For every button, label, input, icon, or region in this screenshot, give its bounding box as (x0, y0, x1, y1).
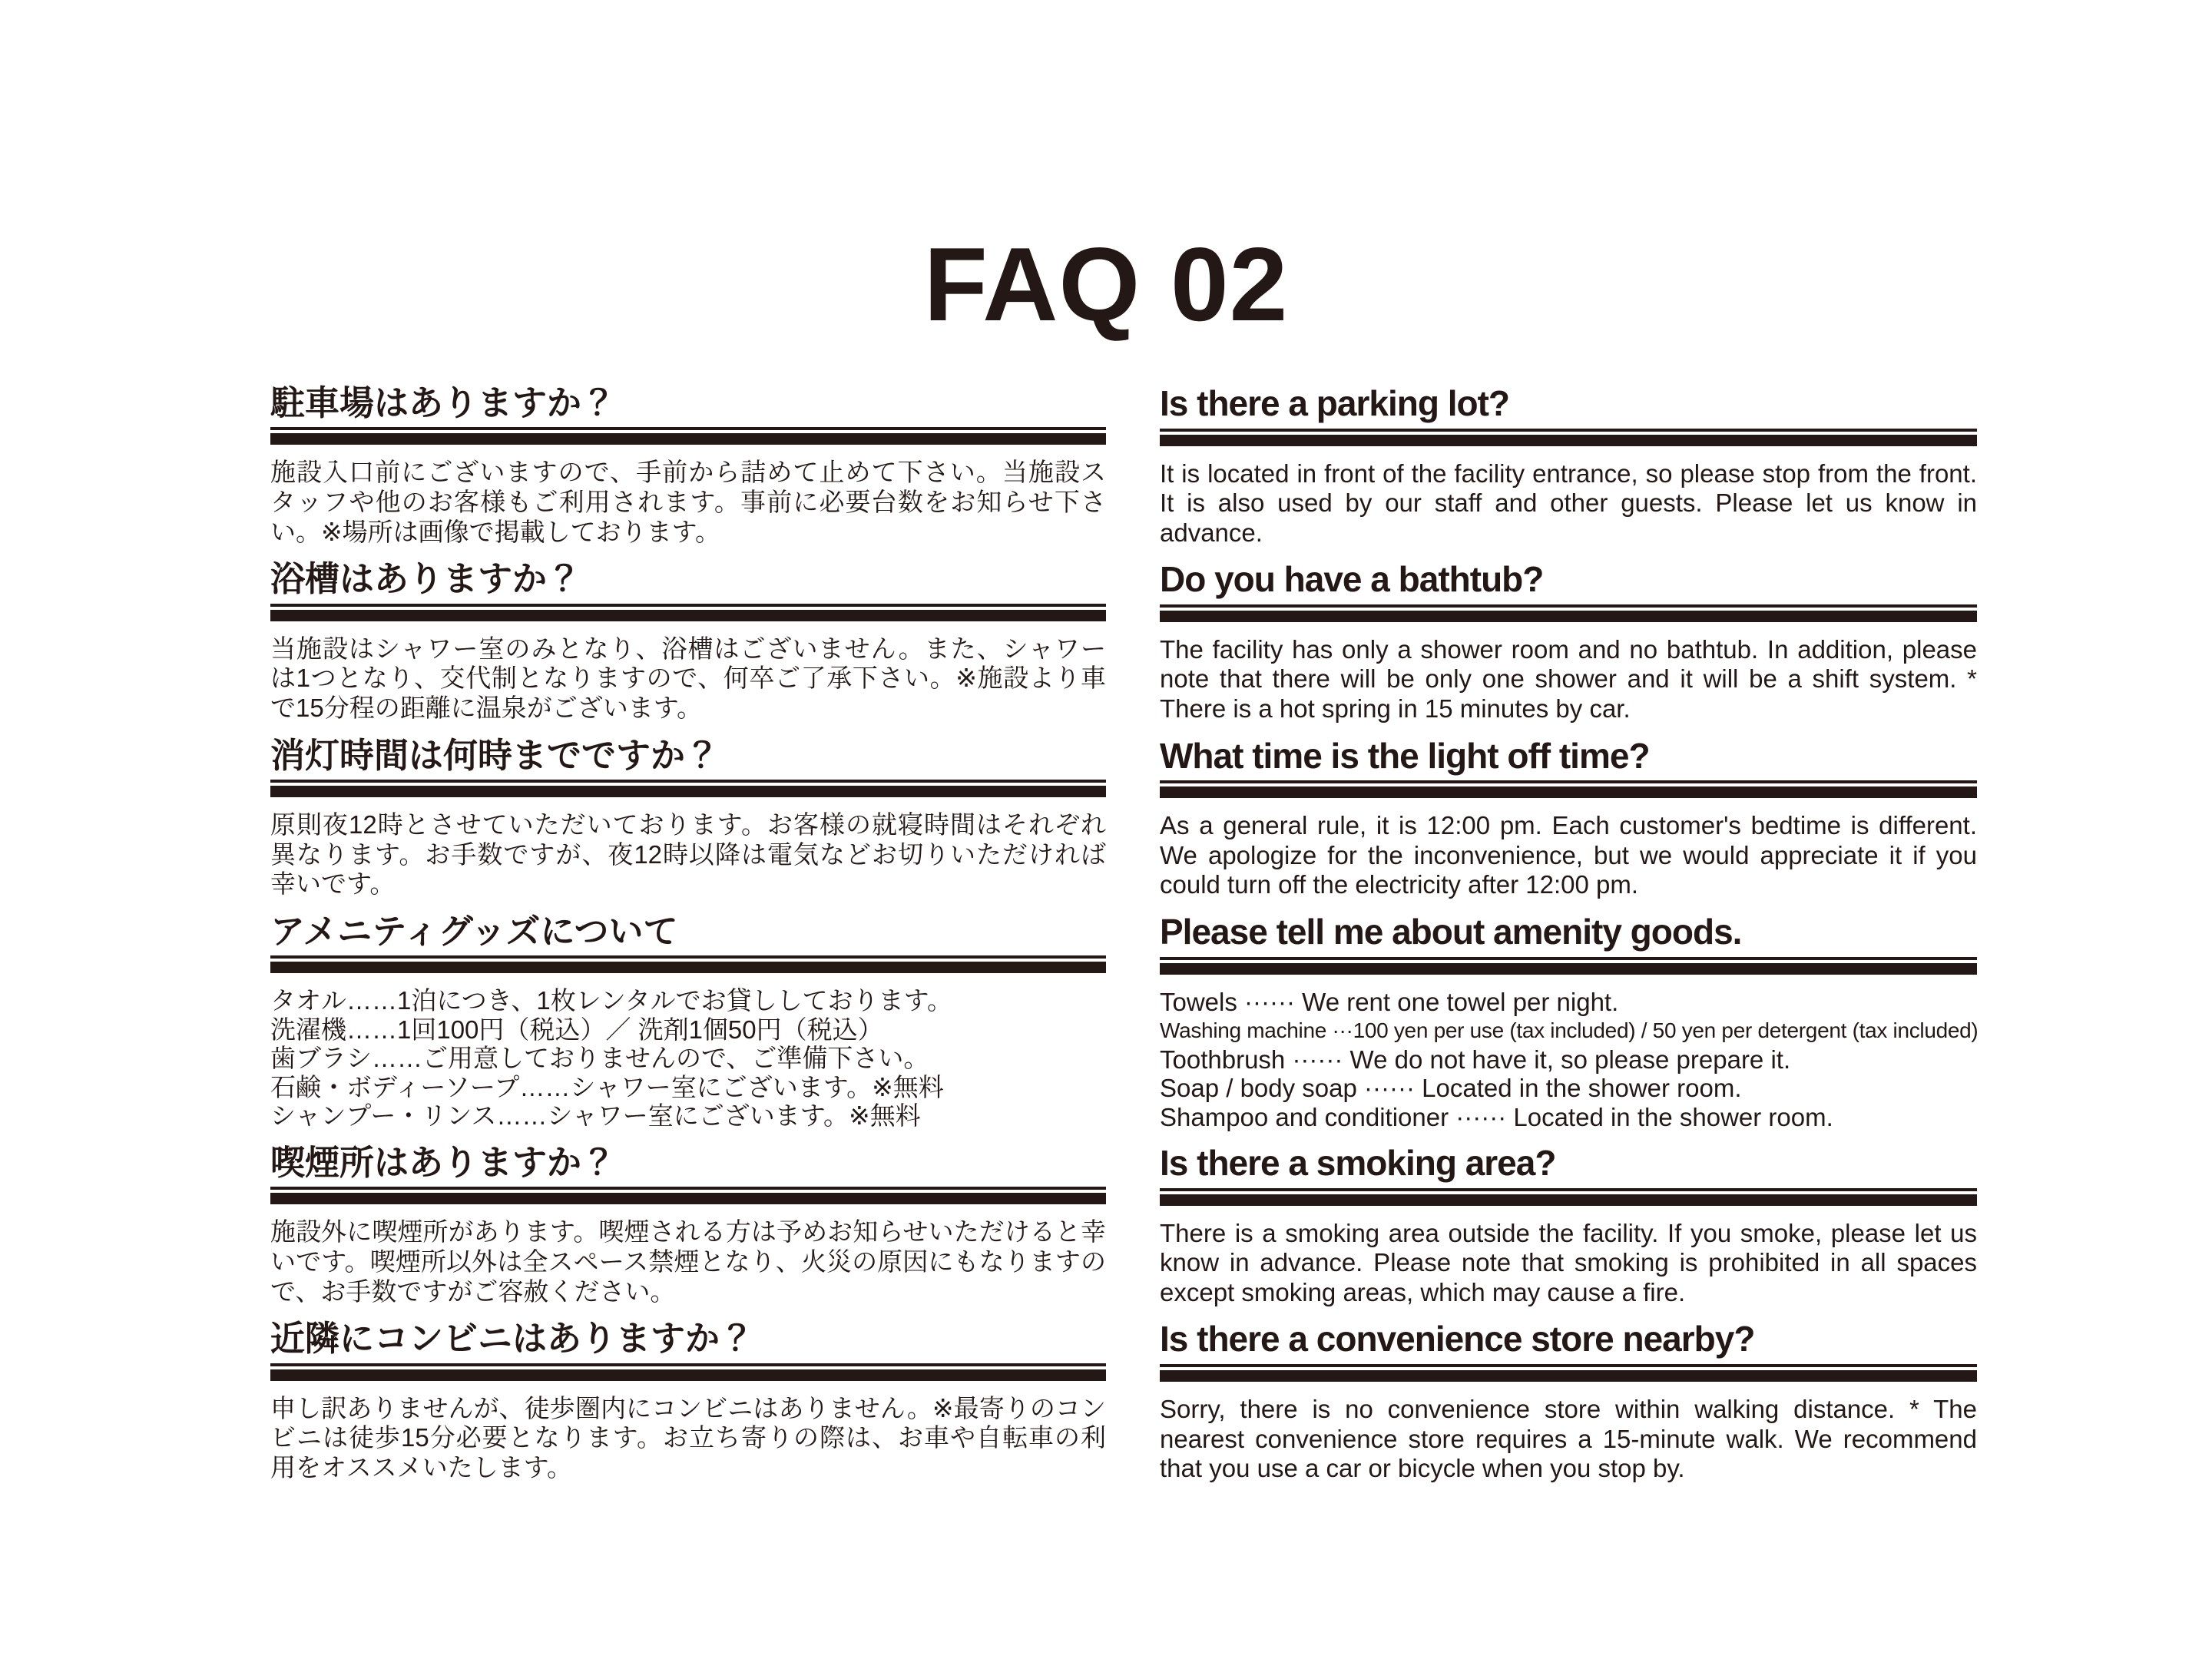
section-heading-jp: 喫煙所はありますか？ (270, 1143, 617, 1183)
faq-section-bathtub-en (1160, 560, 1977, 724)
rule-thin-line (270, 780, 1106, 783)
faq-section-smoking-jp (270, 1144, 1106, 1307)
rule-thick-bar (270, 433, 1106, 445)
rule-thick-bar (1160, 1370, 1977, 1382)
section-heading-en: Do you have a bathtub? (1160, 559, 1544, 600)
faq-section-amenity-en (1160, 912, 1977, 1131)
rule-thin-line (270, 1187, 1106, 1190)
rule-thin-line (1160, 957, 1977, 960)
rule-thin-line (270, 955, 1106, 959)
amenity-item-washing-machine-jp: 洗濯機……1回100円（税込）／ 洗剤1個50円（税込） (270, 1015, 883, 1044)
rule-thick-bar (270, 786, 1106, 797)
rule-thick-bar (1160, 786, 1977, 798)
rule-thin-line (270, 1363, 1106, 1366)
rule-thick-bar (1160, 1194, 1977, 1206)
rule-thick-bar (270, 1193, 1106, 1204)
rule-thin-line (1160, 604, 1977, 608)
rule-thin-line (1160, 1364, 1977, 1367)
section-heading-jp: 浴槽はありますか？ (270, 559, 582, 599)
section-heading-jp: 近隣にコンビニはありますか？ (270, 1319, 755, 1359)
section-body-en: The facility has only a shower room and no bathtub. In addition, please note that there will be only one shower and it will be a shift system. * There is a hot spring in 15 minutes by car. (1160, 634, 1977, 724)
rule-thick-bar (1160, 435, 1977, 446)
amenity-item-soap-jp: 石鹸・ボディーソープ……シャワー室にございます。※無料 (270, 1072, 944, 1101)
section-body-jp: 施設外に喫煙所があります。喫煙される方は予めお知らせいただけると幸いです。喫煙所以外は全スペース禁煙となり、火災の原因にもなりますので、お手数ですがご容赦ください。 (270, 1217, 1106, 1306)
rule-thin-line (270, 427, 1106, 430)
heading-rule (270, 955, 1106, 973)
faq-section-lights-out-jp (270, 737, 1106, 900)
section-heading-en: Is there a parking lot? (1160, 383, 1509, 423)
rule-thin-line (1160, 429, 1977, 432)
section-body-en: As a general rule, it is 12:00 pm. Each customer's bedtime is different. We apologize for the inconvenience, but we would appreciate it if you could turn off the electricity after 12:00 pm. (1160, 811, 1977, 899)
faq-section-lights-out-en (1160, 737, 1977, 900)
section-body-jp: 施設入口前にございますので、手前から詰めて止めて下さい。当施設スタッフや他のお客様もご利用されます。事前に必要台数をお知らせ下さい。※場所は画像で掲載しております。 (270, 458, 1106, 546)
heading-rule (270, 1363, 1106, 1381)
rule-thick-bar (1160, 963, 1977, 975)
rule-thin-line (270, 604, 1106, 607)
heading-rule (1160, 1188, 1977, 1206)
section-heading-jp: アメニティグッズについて (270, 912, 678, 952)
amenity-item-toothbrush-en: Toothbrush ······ We do not have it, so please prepare it. (1160, 1045, 1791, 1074)
rule-thick-bar (270, 962, 1106, 973)
section-heading-en: Is there a smoking area? (1160, 1143, 1556, 1184)
faq-section-bathtub-jp (270, 560, 1106, 724)
amenity-list-jp (270, 986, 1106, 1131)
rule-thin-line (1160, 780, 1977, 783)
section-body-jp: 申し訳ありませんが、徒歩圏内にコンビニはありません。※最寄りのコンビニは徒歩15分必要となります。お立ち寄りの際は、お車や自転車の利用をオススメいたします。 (270, 1393, 1106, 1482)
heading-rule (270, 604, 1106, 621)
section-heading-en: Please tell me about amenity goods. (1160, 912, 1742, 952)
faq-section-convenience-store-en (1160, 1320, 1977, 1483)
heading-rule (270, 1187, 1106, 1204)
heading-rule (270, 780, 1106, 797)
faq-section-smoking-en (1160, 1144, 1977, 1307)
heading-rule (270, 427, 1106, 445)
rule-thick-bar (1160, 611, 1977, 622)
page-title: FAQ 02 (923, 226, 1289, 343)
section-body-en: There is a smoking area outside the facility. If you smoke, please let us know in advance. Please note that smoking is prohibited in all spaces except smoking areas, which may cause a fire. (1160, 1218, 1977, 1306)
faq-columns (270, 384, 2212, 1484)
rule-thick-bar (270, 1369, 1106, 1381)
rule-thin-line (1160, 1188, 1977, 1191)
section-heading-en: Is there a convenience store nearby? (1160, 1319, 1755, 1359)
amenity-item-soap-en: Soap / body soap ······ Located in the shower room. (1160, 1074, 1742, 1103)
heading-rule (1160, 1364, 1977, 1382)
section-body-jp: 当施設はシャワー室のみとなり、浴槽はございません。また、シャワーは1つとなり、交代制となりますので、何卒ご了承下さい。※施設より車で15分程の距離に温泉がございます。 (270, 634, 1106, 722)
rule-thick-bar (270, 610, 1106, 621)
faq-section-parking-en (1160, 384, 1977, 548)
amenity-item-shampoo-jp: シャンプー・リンス……シャワー室にございます。※無料 (270, 1101, 921, 1131)
faq-section-convenience-store-jp (270, 1320, 1106, 1483)
amenity-item-toothbrush-jp: 歯ブラシ……ご用意しておりませんので、ご準備下さい。 (270, 1044, 929, 1073)
faq-section-parking-jp (270, 384, 1106, 548)
amenity-item-towel-jp: タオル……1泊につき、1枚レンタルでお貸ししております。 (270, 986, 952, 1015)
section-heading-jp: 駐車場はありますか？ (270, 383, 617, 422)
amenity-item-towel-en: Towels ······ We rent one towel per night. (1160, 987, 1619, 1016)
faq-section-amenity-jp (270, 912, 1106, 1131)
heading-rule (1160, 429, 1977, 446)
heading-rule (1160, 604, 1977, 622)
section-body-en: Sorry, there is no convenience store within walking distance. * The nearest convenience store requires a 15-minute walk. We recommend that you use a car or bicycle when you stop by. (1160, 1394, 1977, 1483)
amenity-list-en (1160, 988, 1977, 1132)
section-heading-jp: 消灯時間は何時までですか？ (270, 735, 720, 775)
heading-rule (1160, 957, 1977, 975)
section-body-en: It is located in front of the facility entrance, so please stop from the front. It is also used by our staff and other guests. Please let us know in advance. (1160, 459, 1977, 547)
amenity-item-shampoo-en: Shampoo and conditioner ······ Located in the shower room. (1160, 1102, 1833, 1131)
section-body-jp: 原則夜12時とさせていただいております。お客様の就寝時間はそれぞれ異なります。お手数ですが、夜12時以降は電気などお切りいただければ幸いです。 (270, 810, 1106, 899)
amenity-item-washing-machine-en: Washing machine ···100 yen per use (tax included) / 50 yen per detergent (tax included) (1160, 1018, 1979, 1043)
heading-rule (1160, 780, 1977, 798)
section-heading-en: What time is the light off time? (1160, 735, 1650, 776)
